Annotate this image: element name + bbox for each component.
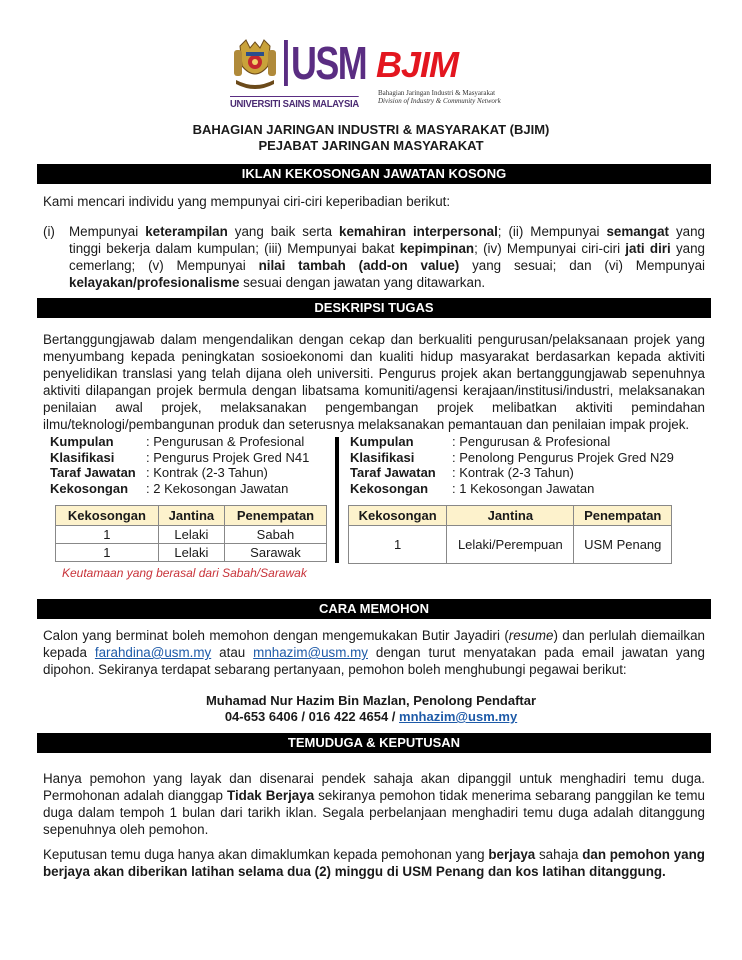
column-header: Kekosongan (56, 506, 159, 526)
vertical-divider (335, 437, 339, 563)
column-header: Penempatan (224, 506, 326, 526)
section-header-iklan: IKLAN KEKOSONGAN JAWATAN KOSONG (37, 164, 711, 184)
position-1-vacancy-table (55, 505, 327, 562)
table-header-row (349, 506, 672, 526)
organization-title-line1: BAHAGIAN JARINGAN INDUSTRI & MASYARAKAT (BJIM) (192, 122, 550, 137)
bjim-subtitle-english: Division of Industry & Community Network (378, 97, 501, 105)
table-cell: Lelaki/Perempuan (447, 526, 574, 564)
preference-note: Keutamaan yang berasal dari Sabah/Sarawak (62, 566, 307, 580)
header-logos (228, 34, 528, 110)
application-instructions: Calon yang berminat boleh memohon dengan mengemukakan Butir Jayadiri (resume) dan perlulah diemailkan kepada farahdina@usm.my atau mnhazim@usm.my dengan turut menyatakan pada email jawatan yang dipohon. Sekiranya terdapat sebarang pertanyaan, pemohon boleh menghubungi pegawai berikut: (43, 628, 706, 677)
column-header: Jantina (158, 506, 224, 526)
email-link-mnhazim[interactable]: mnhazim@usm.my (253, 645, 368, 660)
position-1-field-kekosongan: Kekosongan : 2 Kekosongan Jawatan (50, 480, 289, 496)
position-1-details (50, 434, 309, 496)
criteria-text: Mempunyai keterampilan yang baik serta kemahiran interpersonal; (ii) Mempunyai semangat yang tinggi bekerja dalam kumpulan; (iii) Mempunyai bakat kepimpinan; (iv) Mempunyai ciri-ciri jati diri yang cemerlang; (v) Mempunyai nilai tambah (add-on value) yang sesuai; dan (vi) Mempunyai kelayakan/profesionalisme sesuai dengan jawatan yang ditawarkan. (69, 224, 706, 290)
position-2-field-kumpulan: Kumpulan : Pengurusan & Profesional (350, 434, 611, 449)
position-1-field-klasifikasi: Klasifikasi : Pengurus Projek Gred N41 (50, 449, 310, 465)
table-cell: 1 (56, 544, 159, 562)
decision-info-paragraph: Keputusan temu duga hanya akan dimaklumkan kepada pemohonan yang berjaya sahaja dan pemohon yang berjaya akan diberikan latihan selama dua (2) minggu di USM Penang dan kos latihan ditanggung. (43, 847, 705, 879)
position-1-field-taraf: Taraf Jawatan : Kontrak (2-3 Tahun) (50, 465, 268, 480)
bjim-subtitle-malay: Bahagian Jaringan Industri & Masyarakat (378, 89, 496, 97)
column-header: Penempatan (574, 506, 672, 526)
table-cell: 1 (349, 526, 447, 564)
organization-title-line2: PEJABAT JARINGAN MASYARAKAT (258, 138, 484, 153)
contact-details: 04-653 6406 / 016 422 4654 / mnhazim@usm.my (224, 709, 518, 724)
position-2-vacancy-table (348, 505, 672, 564)
table-row (56, 544, 327, 562)
email-link-farahdina[interactable]: farahdina@usm.my (94, 645, 212, 660)
table-row (349, 526, 672, 564)
table-cell: Sarawak (224, 544, 326, 562)
section-header-deskripsi: DESKRIPSI TUGAS (37, 298, 711, 318)
position-2-field-taraf: Taraf Jawatan : Kontrak (2-3 Tahun) (350, 465, 574, 480)
contact-email-link[interactable]: mnhazim@usm.my (399, 709, 518, 724)
table-cell: 1 (56, 526, 159, 544)
table-cell: USM Penang (574, 526, 672, 564)
usm-logo: USM (284, 36, 366, 90)
intro-text: Kami mencari individu yang mempunyai ciri-ciri keperibadian berikut: (43, 194, 451, 209)
section-header-temuduga: TEMUDUGA & KEPUTUSAN (37, 733, 711, 753)
bjim-logo: BJIM (376, 44, 459, 85)
table-cell: Sabah (224, 526, 326, 544)
usm-crest-icon (232, 36, 278, 92)
usm-subtitle: UNIVERSITI SAINS MALAYSIA (230, 98, 359, 110)
section-header-cara-memohon: CARA MEMOHON (37, 599, 711, 619)
position-2-field-kekosongan: Kekosongan : 1 Kekosongan Jawatan (350, 480, 595, 496)
position-2-field-klasifikasi: Klasifikasi : Penolong Pengurus Projek Gred N29 (350, 449, 674, 465)
table-cell: Lelaki (158, 526, 224, 544)
interview-info-paragraph: Hanya pemohon yang layak dan disenarai pendek sahaja akan dipanggil untuk menghadiri temu duga. Permohonan adalah dianggap Tidak Berjaya sekiranya pemohon tidak menerima sebarang panggilan ke temu duga dalam tempoh 1 bulan dari tarikh iklan. Segala perbelanjaan menghadiri temu duga adalah ditanggung sepenuhnya oleh pemohon. (43, 771, 706, 837)
organization-title (0, 122, 742, 154)
position-1-field-kumpulan: Kumpulan : Pengurusan & Profesional (50, 434, 305, 449)
table-header-row (56, 506, 327, 526)
job-description-text: Bertanggungjawab dalam mengendalikan dengan cekap dan berkualiti pengurusan/pelaksanaan projek yang menyumbang kepada peningkatan sosioekonomi dan kualiti hidup masyarakat berdasarkan kepada aktiviti penyelidikan translasi yang telah dijana oleh universiti. Pengurus projek akan bertanggungjawab sepenuhnya aktiviti dilapangan projek bermula dengan libatsama komuniti/agensi kerajaan/institusi/industri, melaksanakan penilaian awal projek, melaksanakan pengembangan projek melibatkan aktiviti pemindahan ilmu/teknologi/pembangunan produk dan seterusnya melaksanakan pemantauan dan penilaian impak projek. (43, 332, 705, 432)
column-header: Jantina (447, 506, 574, 526)
table-row (56, 526, 327, 544)
list-number: (i) (43, 224, 55, 239)
contact-person (0, 693, 742, 725)
table-cell: Lelaki (158, 544, 224, 562)
column-header: Kekosongan (349, 506, 447, 526)
criteria-list (43, 223, 705, 291)
contact-name: Muhamad Nur Hazim Bin Mazlan, Penolong Pendaftar (205, 693, 537, 708)
position-2-details (350, 434, 674, 496)
